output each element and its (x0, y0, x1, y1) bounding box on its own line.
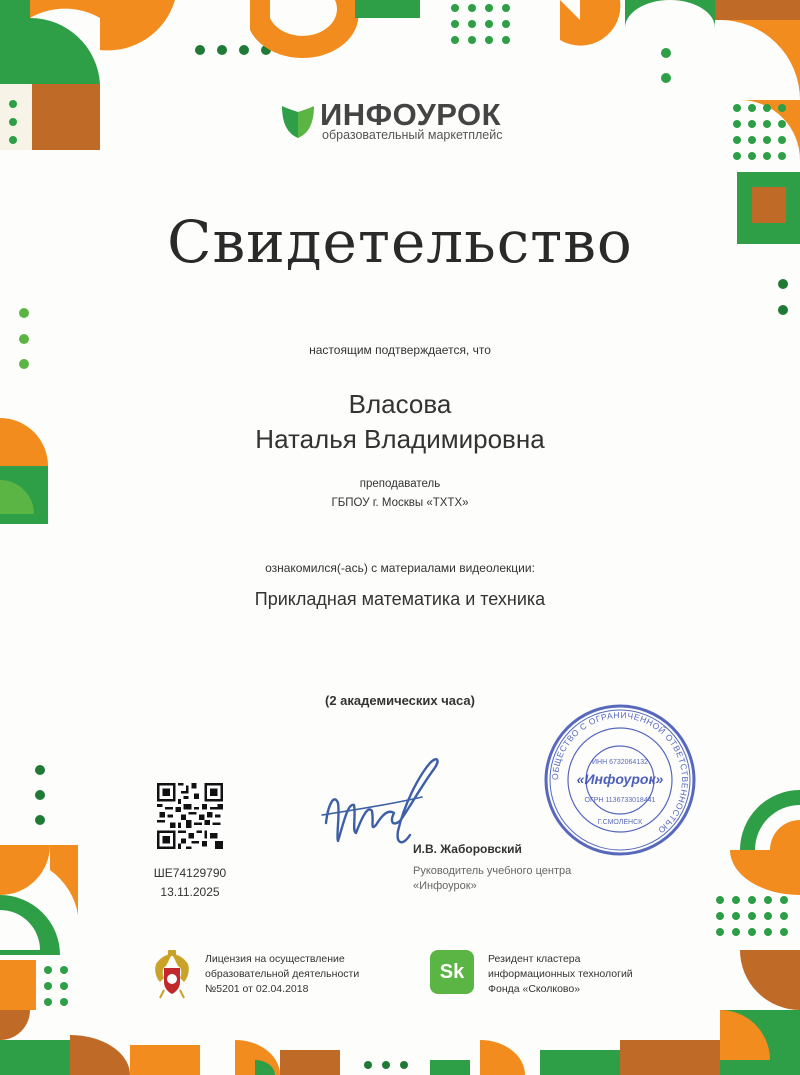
infourok-logo (280, 98, 530, 146)
skolkovo-line-3: Фонда «Сколково» (488, 983, 581, 995)
skolkovo-line-2: информационных технологий (488, 968, 633, 980)
qr-code-icon (157, 783, 223, 849)
skolkovo-logo-icon (430, 950, 474, 994)
recipient-organization: ГБПОУ г. Москвы «ТХТХ» (331, 497, 469, 509)
license-line-1: Лицензия на осуществление (205, 953, 345, 965)
confirm-text: настоящим подтверждается, что (309, 343, 491, 357)
logo-name: ИНФОУРОК (320, 97, 502, 132)
stamp-ring-text: ОБЩЕСТВО С ОГРАНИЧЕННОЙ ОТВЕТСТВЕННОСТЬЮ (549, 709, 691, 836)
stamp-city: Г.СМОЛЕНСК (597, 819, 643, 826)
skolkovo-badge-text: Sk (439, 961, 465, 983)
stamp-inn: ИНН 6732064132 (591, 759, 649, 766)
signatory-name: И.В. Жаборовский (413, 842, 522, 856)
recipient-position: преподаватель (359, 478, 441, 490)
course-intro: ознакомился(-ась) с материалами видеолекции: (265, 561, 535, 575)
stamp-ogrn: ОГРН 1136733018441 (584, 797, 656, 804)
recipient-surname: Власова (348, 389, 452, 419)
russian-emblem-icon (150, 948, 194, 1000)
signatory-organization: «Инфоурок» (413, 880, 477, 892)
registration-number: ШЕ74129790 (153, 866, 227, 880)
skolkovo-line-1: Резидент кластера (488, 953, 581, 965)
infourok-leaf-icon (280, 100, 316, 140)
organization-stamp (540, 700, 700, 860)
certificate-title: Свидетельство (167, 208, 633, 276)
course-hours: (2 академических часа) (325, 693, 475, 708)
recipient-given-names: Наталья Владимировна (255, 424, 545, 454)
stamp-center-text: «Инфоурок» (576, 771, 664, 787)
license-line-3: №5201 от 02.04.2018 (205, 983, 309, 995)
logo-subtitle: образовательный маркетплейс (322, 128, 503, 142)
license-line-2: образовательной деятельности (205, 968, 360, 980)
registration-date: 13.11.2025 (160, 885, 220, 899)
course-name: Прикладная математика и техника (254, 589, 546, 609)
signatory-role: Руководитель учебного центра (413, 865, 572, 877)
